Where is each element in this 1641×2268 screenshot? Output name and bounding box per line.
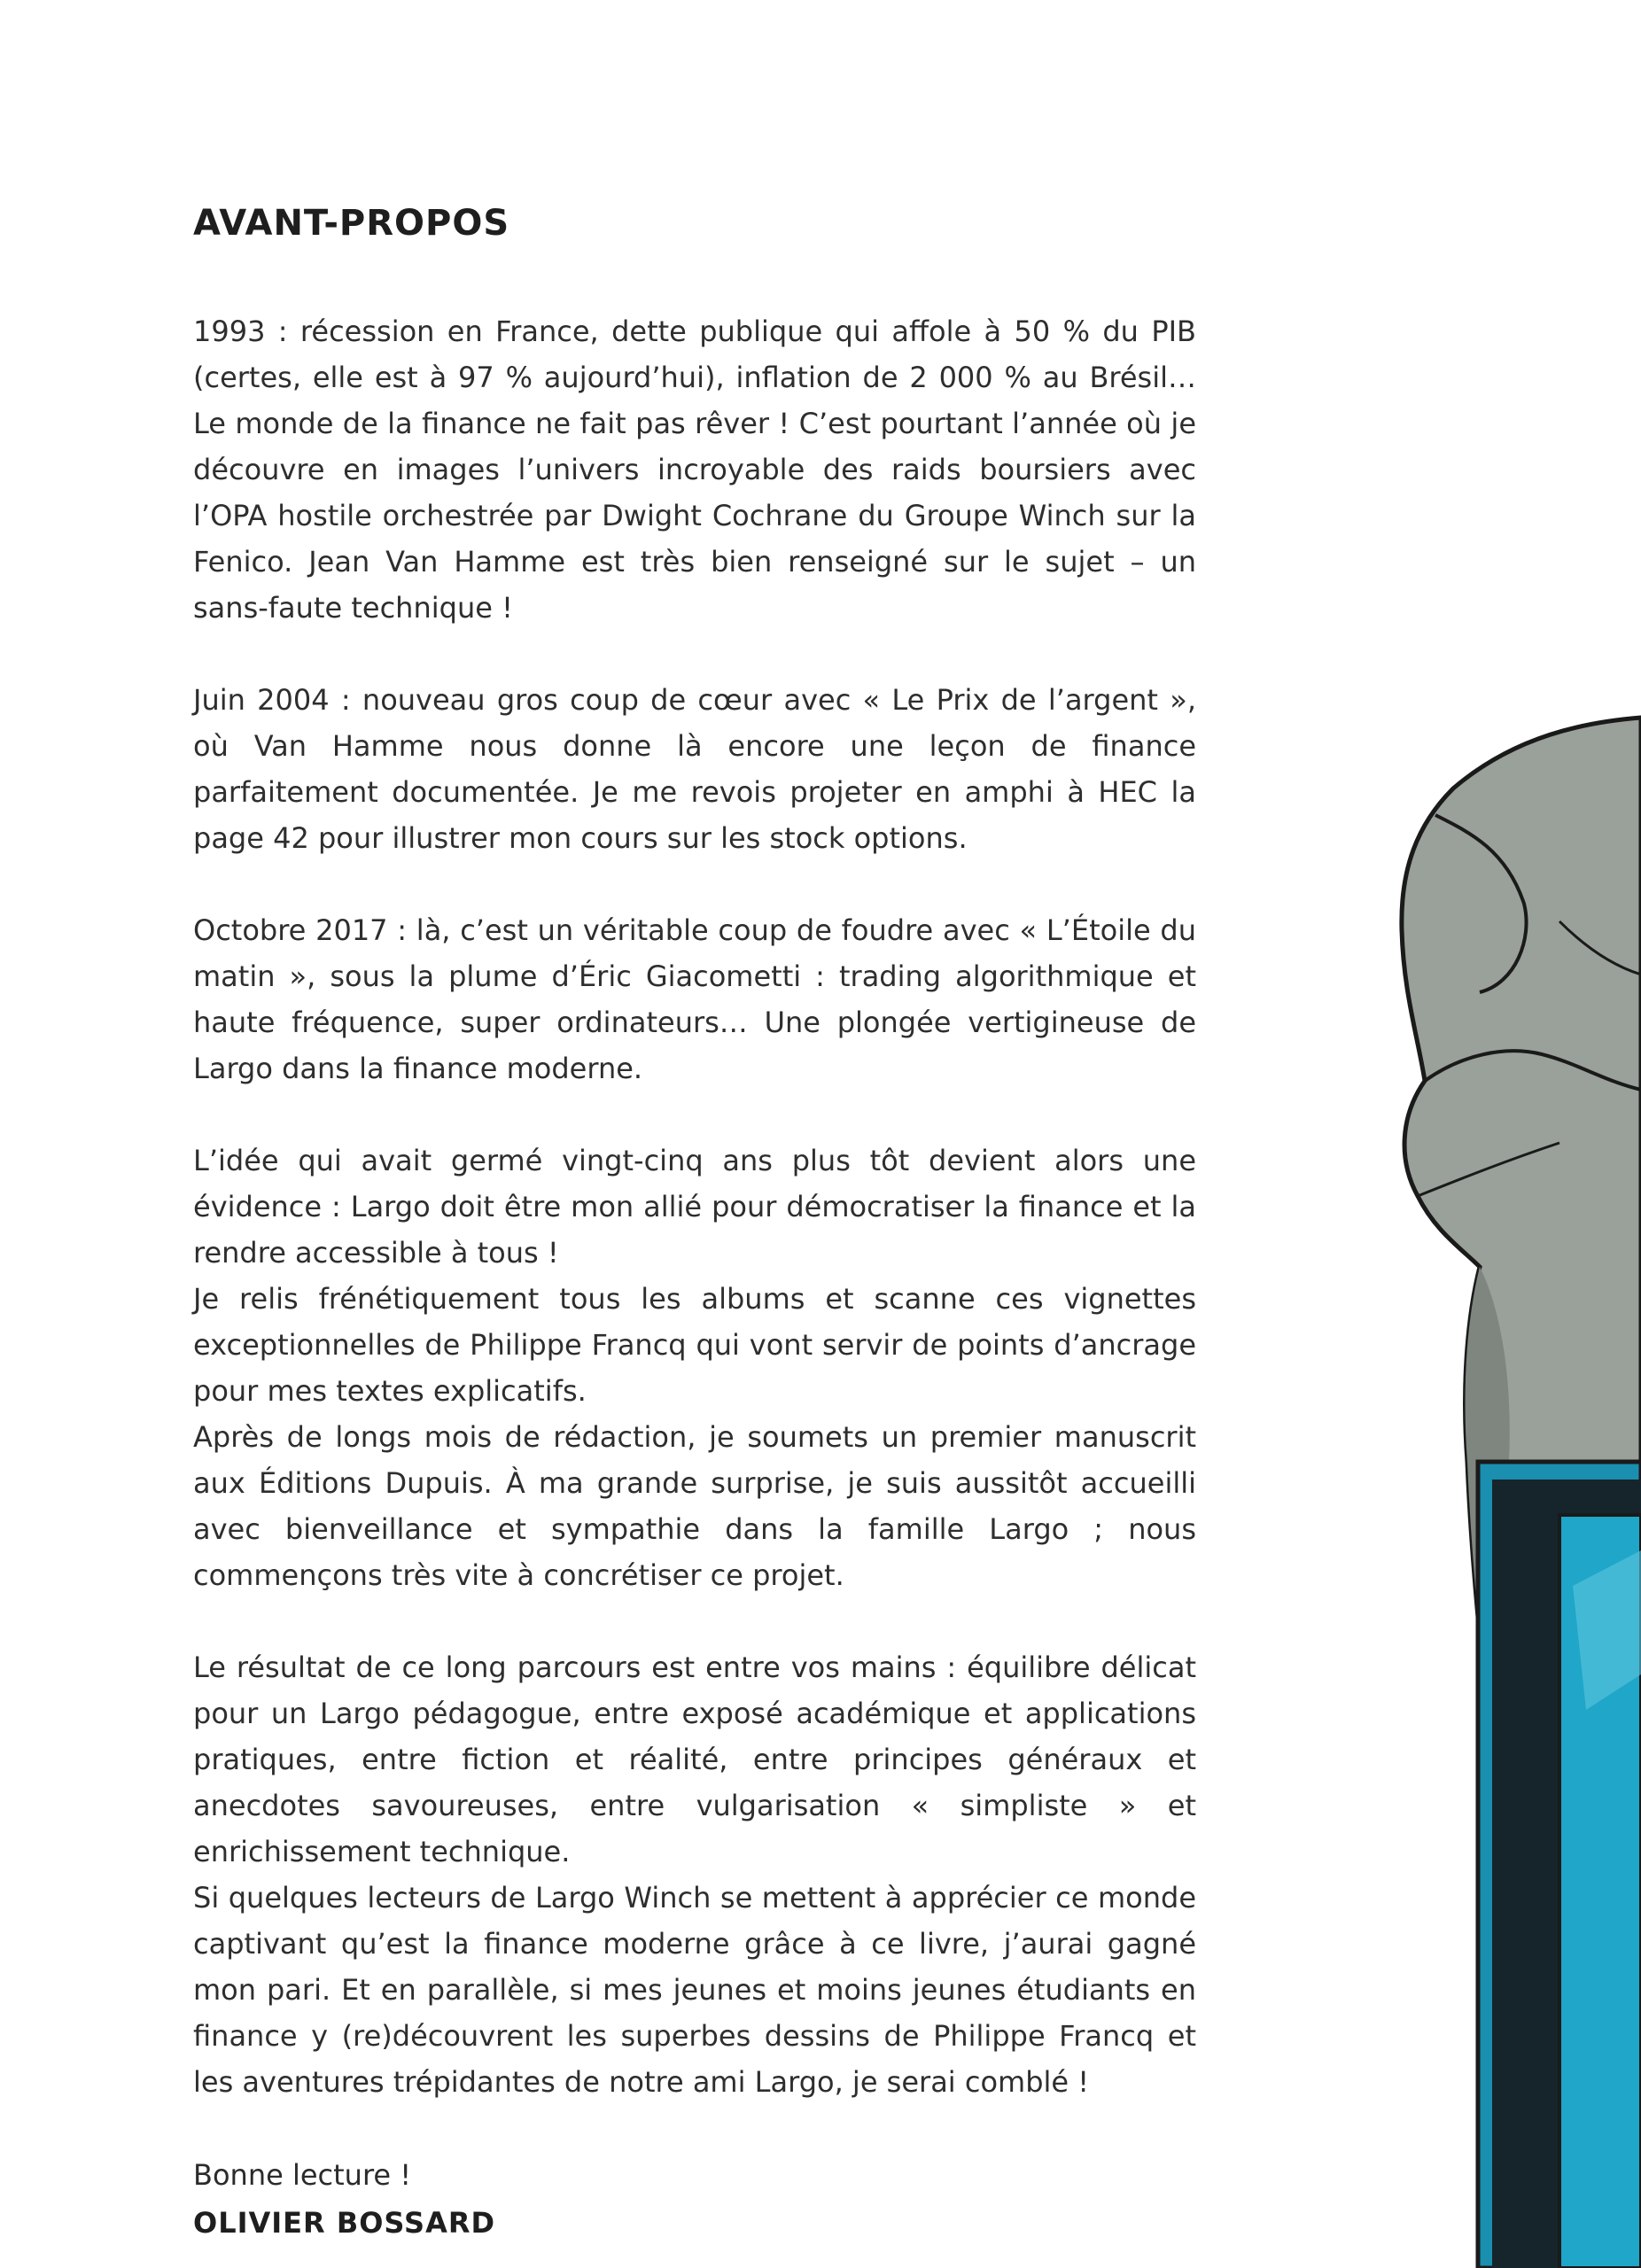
paragraph-idee: L’idée qui avait germé vingt-cinq ans plus tôt devient alors une évidence : Largo doit être mon allié pour démocratiser la finance et la rendre accessible à tous ! [193,1144,1196,1270]
paragraph-manuscrit: Après de longs mois de rédaction, je soumets un premier manuscrit aux Éditions Dupuis. À ma grande surprise, je suis aussitôt accueilli avec bienveillance et sympathie dans la famille Largo ; nous commençons très vite à concrétiser ce projet. [193,1420,1196,1592]
text-column [193,197,1196,2247]
paragraph-resultat: Le résultat de ce long parcours est entre vos mains : équilibre délicat pour un Largo pédagogue, entre exposé académique et applications pratiques, entre fiction et réalité, entre principes généraux et anecdotes savoureuses, entre vulgarisation « simpliste » et enrichissement technique. [193,1651,1196,1868]
paragraph-lecteurs: Si quelques lecteurs de Largo Winch se mettent à apprécier ce monde captivant qu’est la finance moderne grâce à ce livre, j’aurai gagné mon pari. Et en parallèle, si mes jeunes et moins jeunes étudiants en finance y (re)découvrent les superbes dessins de Philippe Francq et les aventures trépidantes de notre ami Largo, je serai comblé ! [193,1881,1196,2099]
author-signature: OLIVIER BOSSARD [193,2206,496,2240]
comic-illustration [1382,700,1641,2268]
page-title: AVANT-PROPOS [193,203,510,244]
closing-line: Bonne lecture ! [193,2158,412,2192]
paragraph-albums: Je relis frénétiquement tous les albums et scanne ces vignettes exceptionnelles de Philippe Francq qui vont servir de points d’ancrage pour mes textes explicatifs. [193,1282,1196,1408]
paragraph-1993: 1993 : récession en France, dette publique qui affole à 50 % du PIB (certes, elle est à 97 % aujourd’hui), inflation de 2 000 % au Brésil… Le monde de la finance ne fait pas rêver ! C’est pourtant l’année où je découvre en images l’univers incroyable des raids boursiers avec l’OPA hostile orchestrée par Dwight Cochrane du Groupe Winch sur la Fenico. Jean Van Hamme est très bien renseigné sur le sujet – un sans-faute technique ! [193,315,1196,625]
paragraph-2004: Juin 2004 : nouveau gros coup de cœur avec « Le Prix de l’argent », où Van Hamme nous donne là encore une leçon de finance parfaitement documentée. Je me revois projeter en amphi à HEC la page 42 pour illustrer mon cours sur les stock options. [193,683,1196,855]
paragraph-2017: Octobre 2017 : là, c’est un véritable coup de foudre avec « L’Étoile du matin », sous la plume d’Éric Giacometti : trading algorithmique et haute fréquence, super ordinateurs… Une plongée vertigineuse de Largo dans la finance moderne. [193,913,1196,1085]
